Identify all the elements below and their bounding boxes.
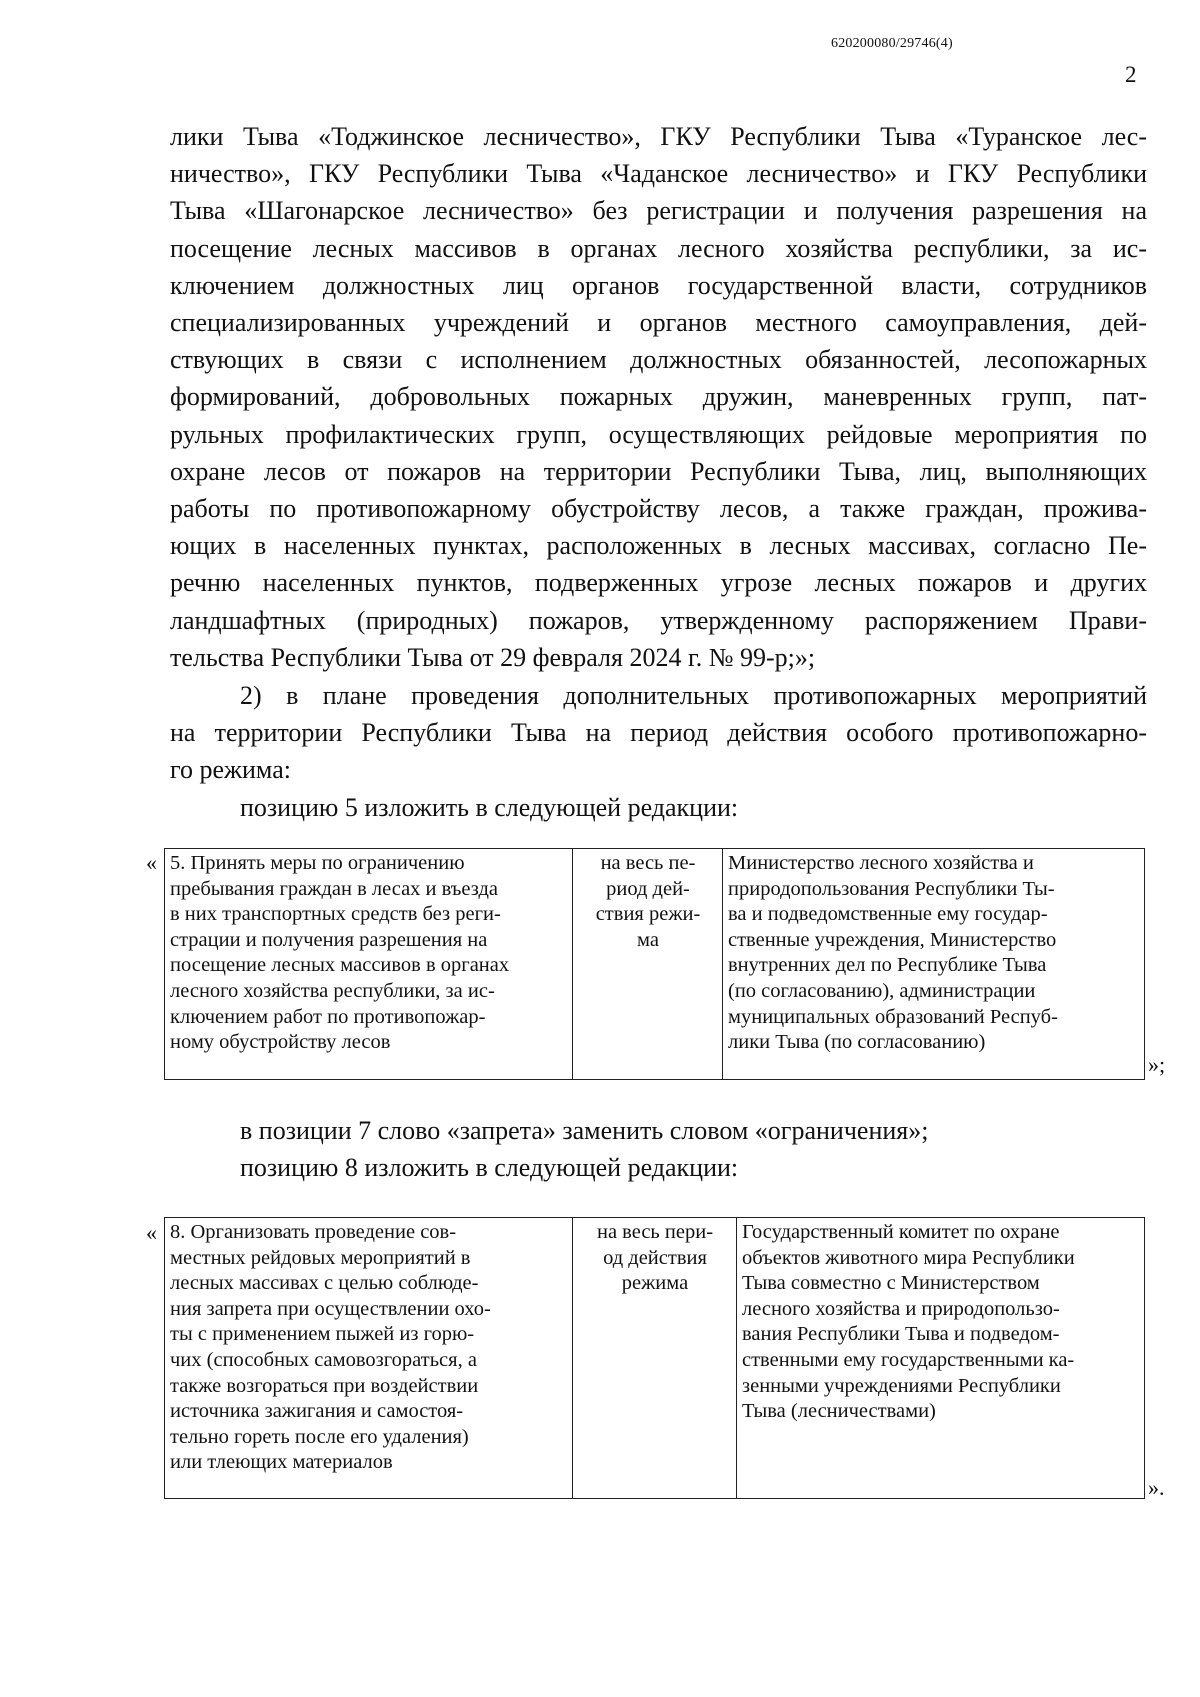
table-row — [165, 849, 1145, 1080]
cell-line: од действия — [603, 1246, 707, 1269]
cell-line: (по согласованию), администрации — [728, 979, 1036, 1002]
cell-line: на весь пери- — [596, 1221, 714, 1243]
text-line: рульных профилактических групп, осуществляющих рейдовые мероприятия по — [170, 419, 1147, 449]
cell-line: ственными ему государственными ка- — [742, 1348, 1075, 1371]
cell-line: риод дей- — [606, 877, 690, 900]
cell-line: ному обустройству лесов — [170, 1031, 391, 1054]
cell-line: ва и подведомственные ему государ- — [728, 903, 1048, 926]
cell-line: ствия режи- — [595, 903, 701, 926]
text-line: 2) в плане проведения дополнительных противопожарных мероприятий — [240, 681, 1147, 710]
cell-line: вания Республики Тыва и подведом- — [742, 1323, 1060, 1346]
cell-line: природопользования Республики Ты- — [728, 877, 1055, 900]
cell-line: Министерство лесного хозяйства и — [728, 852, 1034, 874]
body-instructions — [170, 1112, 1147, 1186]
table-cell-measure — [165, 849, 573, 1080]
cell-line: Государственный комитет по охране — [742, 1221, 1060, 1243]
page-number: 2 — [1125, 62, 1137, 87]
text-line: формирований, добровольных пожарных дружин, маневренных групп, пат- — [170, 382, 1147, 412]
instruction-position-8: позицию 8 изложить в следующей редакции: — [240, 1153, 739, 1183]
close-quote: »; — [1148, 1052, 1166, 1077]
cell-line: ма — [637, 928, 659, 951]
table-row — [165, 1218, 1145, 1499]
cell-line: страции и получения разрешения на — [170, 928, 488, 951]
table-cell-period — [573, 1218, 737, 1499]
open-quote: « — [146, 850, 157, 875]
cell-line: на весь пе- — [600, 852, 696, 874]
close-quote: ». — [1148, 1475, 1165, 1500]
cell-line: 8. Организовать проведение сов- — [170, 1221, 457, 1243]
cell-line: Тыва совместно с Министерством — [742, 1272, 1040, 1295]
text-line: на территории Республики Тыва на период действия особого противопожарно- — [170, 718, 1147, 748]
table-position-5 — [164, 848, 1145, 1080]
table-cell-responsible — [723, 849, 1145, 1080]
text-line: ландшафтных (природных) пожаров, утвержденному распоряжением Прави- — [170, 605, 1147, 635]
cell-line: ния запрета при осуществлении охо- — [170, 1297, 491, 1320]
text-line: ключением должностных лиц органов государственной власти, сотрудников — [170, 270, 1147, 300]
cell-line: посещение лесных массивов в органах — [170, 954, 510, 977]
body-paragraph-1 — [170, 118, 1147, 676]
instruction-position-7: в позиции 7 слово «запрета» заменить словом «ограничения»; — [240, 1116, 929, 1145]
cell-line: муниципальных образований Респуб- — [728, 1005, 1058, 1028]
cell-line: источника зажигания и самостоя- — [170, 1400, 464, 1423]
instruction-position-5: позицию 5 изложить в следующей редакции: — [240, 792, 739, 822]
body-paragraph-2 — [170, 677, 1147, 826]
table-cell-period — [573, 849, 723, 1080]
open-quote: « — [146, 1220, 157, 1245]
table-cell-measure — [165, 1218, 573, 1499]
text-line: речню населенных пунктов, подверженных угрозе лесных пожаров и других — [170, 568, 1147, 598]
text-line: ющих в населенных пунктах, расположенных в лесных массивах, согласно Пе- — [170, 531, 1147, 561]
text-line: специализированных учреждений и органов местного самоуправления, дей- — [170, 308, 1147, 338]
cell-line: объектов животного мира Республики — [742, 1246, 1075, 1269]
text-line: охране лесов от пожаров на территории Республики Тыва, лиц, выполняющих — [170, 456, 1147, 486]
cell-line: в них транспортных средств без реги- — [170, 903, 501, 926]
text-line: ствующих в связи с исполнением должностных обязанностей, лесопожарных — [170, 345, 1147, 375]
cell-line: тельно гореть после его удаления) — [170, 1425, 469, 1448]
cell-line: лики Тыва (по согласованию) — [728, 1031, 986, 1054]
text-line: работы по противопожарному обустройству лесов, а также граждан, прожива- — [170, 494, 1147, 524]
cell-line: ключением работ по противопожар- — [170, 1005, 486, 1028]
text-line: го режима: — [170, 755, 291, 785]
cell-line: режима — [621, 1272, 689, 1295]
cell-line: внутренних дел по Республике Тыва — [728, 954, 1047, 977]
text-line: тельства Республики Тыва от 29 февраля 2024 г. № 99-р;»; — [170, 642, 816, 672]
table-cell-responsible — [737, 1218, 1145, 1499]
cell-line: пребывания граждан в лесах и въезда — [170, 877, 499, 900]
text-line: посещение лесных массивов в органах лесного хозяйства республики, за ис- — [170, 233, 1147, 263]
cell-line: или тлеющих материалов — [170, 1451, 393, 1474]
text-line: Тыва «Шагонарское лесничество» без регистрации и получения разрешения на — [170, 196, 1147, 226]
cell-line: лесного хозяйства республики, за ис- — [170, 979, 495, 1002]
cell-line: 5. Принять меры по ограничению — [170, 852, 465, 874]
table-position-8 — [164, 1217, 1145, 1499]
cell-line: Тыва (лесничествами) — [742, 1400, 936, 1423]
cell-line: местных рейдовых мероприятий в — [170, 1246, 471, 1269]
cell-line: лесного хозяйства и природопользо- — [742, 1297, 1060, 1320]
cell-line: также возгораться при воздействии — [170, 1374, 479, 1397]
cell-line: ственные учреждения, Министерство — [728, 928, 1057, 951]
cell-line: лесных массивах с целью соблюде- — [170, 1272, 479, 1295]
document-id: 620200080/29746(4) — [831, 36, 953, 51]
text-line: лики Тыва «Тоджинское лесничество», ГКУ Республики Тыва «Туранское лес- — [170, 122, 1147, 151]
cell-line: ты с применением пыжей из горю- — [170, 1323, 475, 1346]
text-line: ничество», ГКУ Республики Тыва «Чаданское лесничество» и ГКУ Республики — [170, 159, 1147, 189]
cell-line: зенными учреждениями Республики — [742, 1374, 1061, 1397]
cell-line: чих (способных самовозгораться, а — [170, 1348, 477, 1371]
